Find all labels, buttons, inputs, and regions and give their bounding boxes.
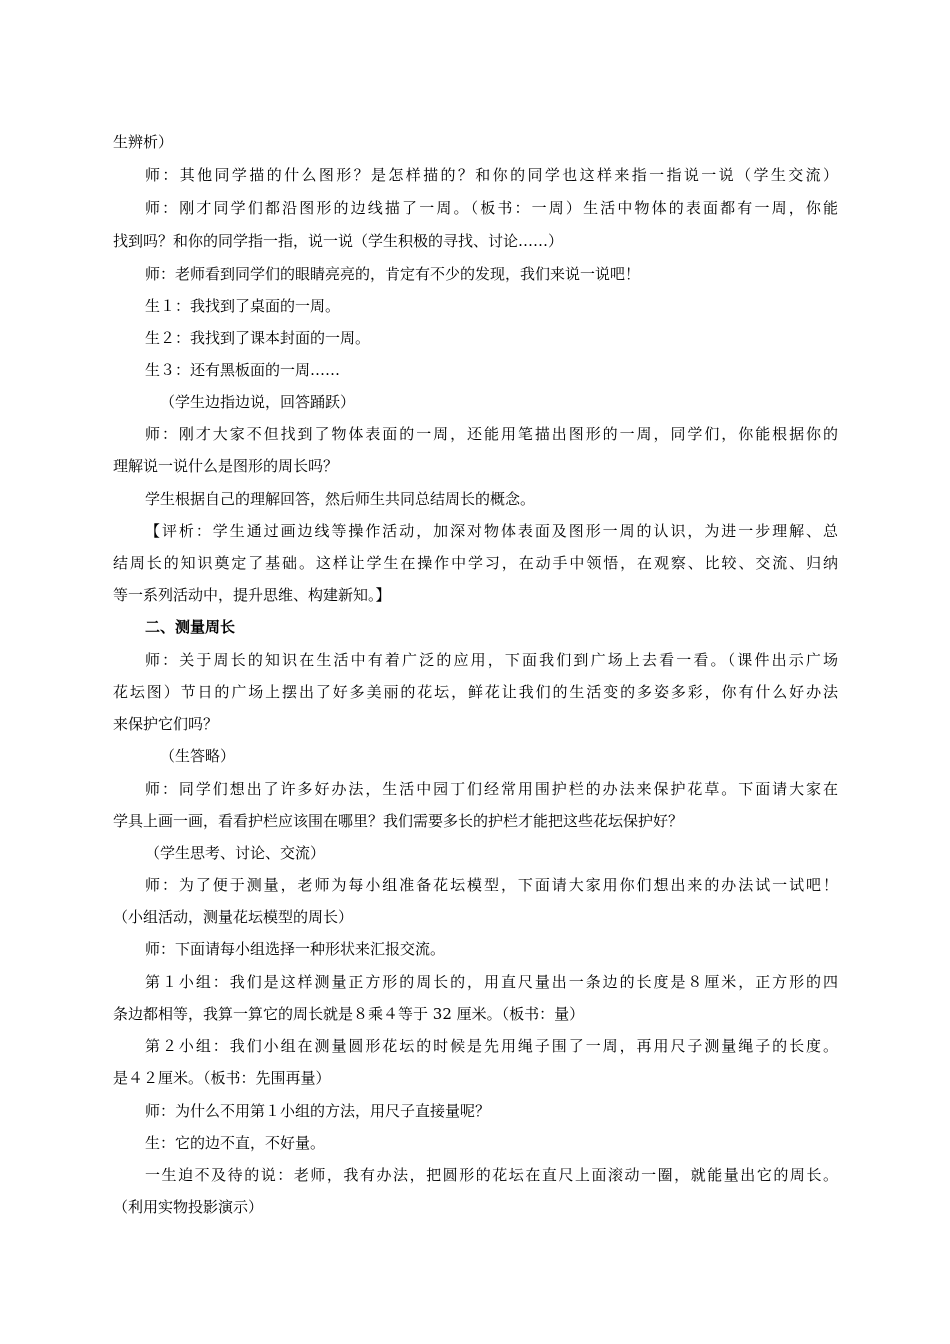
text-line: 生辨析）: [113, 133, 174, 151]
text-line: （生答略）: [160, 747, 236, 765]
comment-line: 【评析：学生通过画边线等操作活动，加深对物体表面及图形一周的认识，为进一步理解、总: [145, 522, 838, 540]
text-line: 花坛图）节日的广场上摆出了好多美丽的花坛，鲜花让我们的生活变的多姿多彩，你有什么好办法: [113, 683, 838, 701]
text-line: 是４２厘米。（板书：先围再量）: [113, 1069, 331, 1087]
text-line: 条边都相等，我算一算它的周长就是８乘４等于 32 厘米。（板书：量）: [113, 1005, 585, 1023]
text-line: 学生根据自己的理解回答，然后师生共同总结周长的概念。: [145, 490, 536, 508]
comment-line: 结周长的知识奠定了基础。这样让学生在操作中学习，在动手中领悟，在观察、比较、交流、归纳: [113, 554, 838, 572]
text-line: 找到吗？和你的同学指一指，说一说（学生积极的寻找、讨论……）: [113, 232, 564, 250]
text-line: 师：其他同学描的什么图形？是怎样描的？和你的同学也这样来指一指说一说（学生交流）: [145, 166, 838, 184]
text-line: 第２小组：我们小组在测量圆形花坛的时候是先用绳子围了一周，再用尺子测量绳子的长度。: [145, 1037, 838, 1055]
text-line: （学生思考、讨论、交流）: [145, 844, 326, 862]
text-line: 生：它的边不直，不好量。: [145, 1134, 326, 1152]
text-line: 生２：我找到了课本封面的一周。: [145, 329, 371, 347]
text-line: 师：同学们想出了许多好办法，生活中园丁们经常用围护栏的办法来保护花草。下面请大家在: [145, 780, 838, 798]
text-line: 师：刚才大家不但找到了物体表面的一周，还能用笔描出图形的一周，同学们，你能根据你的: [145, 425, 838, 443]
text-line: 生１：我找到了桌面的一周。: [145, 297, 341, 315]
text-line: 生３：还有黑板面的一周……: [145, 361, 341, 379]
text-line: 师：下面请每小组选择一种形状来汇报交流。: [145, 940, 446, 958]
text-line: 师：刚才同学们都沿图形的边线描了一周。（板书：一周）生活中物体的表面都有一周，你能: [145, 199, 838, 217]
text-line: 师：为了便于测量，老师为每小组准备花坛模型，下面请大家用你们想出来的办法试一试吧！: [145, 876, 838, 894]
text-line: （利用实物投影演示）: [113, 1198, 264, 1216]
text-line: 来保护它们吗？: [113, 715, 219, 733]
text-line: （学生边指边说，回答踊跃）: [160, 393, 356, 411]
text-line: 师：为什么不用第１小组的方法，用尺子直接量呢？: [145, 1102, 491, 1120]
text-line: 理解说一说什么是图形的周长吗？: [113, 457, 339, 475]
comment-line: 等一系列活动中，提升思维、构建新知。】: [113, 586, 391, 604]
text-line: 师：老师看到同学们的眼睛亮亮的，肯定有不少的发现，我们来说一说吧！: [145, 265, 641, 283]
section-heading: 二、测量周长: [145, 618, 236, 636]
text-line: 师：关于周长的知识在生活中有着广泛的应用，下面我们到广场上去看一看。（课件出示广场: [145, 651, 838, 669]
text-line: （小组活动，测量花坛模型的周长）: [113, 908, 354, 926]
text-line: 学具上画一画，看看护栏应该围在哪里？我们需要多长的护栏才能把这些花坛保护好？: [113, 812, 684, 830]
text-line: 一生迫不及待的说：老师，我有办法，把圆形的花坛在直尺上面滚动一圈，就能量出它的周长。: [145, 1166, 838, 1184]
text-line: 第１小组：我们是这样测量正方形的周长的，用直尺量出一条边的长度是８厘米，正方形的四: [145, 973, 838, 991]
